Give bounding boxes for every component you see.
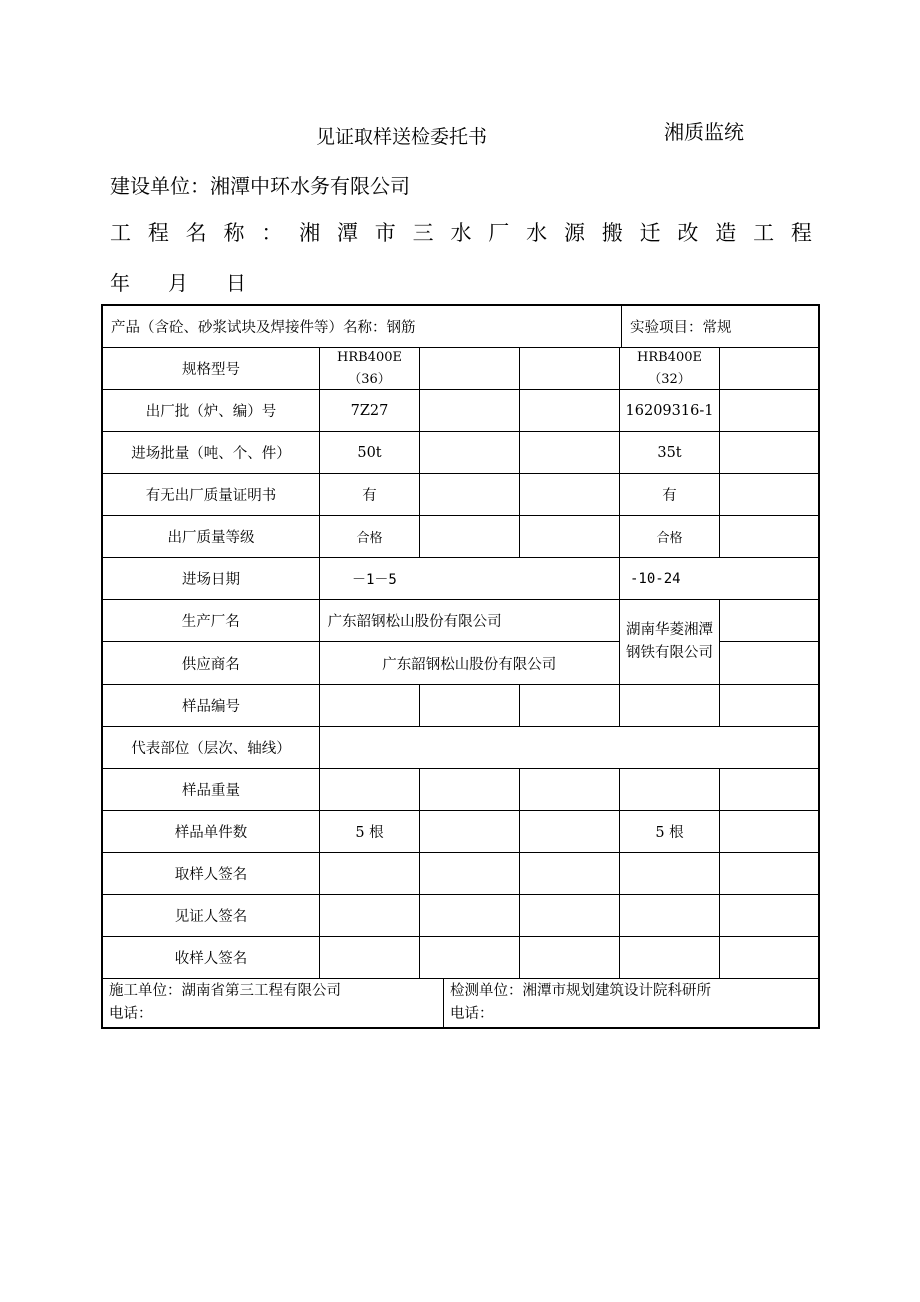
project-char: 改 xyxy=(677,221,699,245)
witness-row xyxy=(103,895,818,937)
project-char: 程 xyxy=(147,221,169,245)
grade-b: 合格 xyxy=(620,516,720,557)
project-char: 工 xyxy=(753,221,775,245)
spec-c3[interactable] xyxy=(520,348,620,389)
grade-row xyxy=(103,516,818,558)
sample-no-row xyxy=(103,685,818,727)
quantity-row xyxy=(103,432,818,474)
weight-label: 样品重量 xyxy=(103,769,320,810)
project-char: 源 xyxy=(563,221,585,245)
testing-unit: 检测单位：湘潭市规划建筑设计院科研所 xyxy=(450,983,712,999)
footer-row xyxy=(103,979,818,1027)
spec-b xyxy=(620,348,720,389)
sample-no-c3[interactable] xyxy=(520,685,620,726)
certificate-a: 有 xyxy=(320,474,420,515)
receiver-c3[interactable] xyxy=(520,937,620,978)
batch-a: 7Z27 xyxy=(320,390,420,431)
project-char: 潭 xyxy=(336,221,358,245)
grade-c3[interactable] xyxy=(520,516,620,557)
pieces-a: 5 根 xyxy=(320,811,420,852)
witness-c1[interactable] xyxy=(320,895,420,936)
receiver-c5[interactable] xyxy=(720,937,818,978)
project-char: 程 xyxy=(790,221,812,245)
grade-a: 合格 xyxy=(320,516,420,557)
construction-unit: 施工单位：湖南省第三工程有限公司 xyxy=(109,983,341,999)
sample-no-c5[interactable] xyxy=(720,685,818,726)
batch-row xyxy=(103,390,818,432)
spec-b-grade: HRB400E xyxy=(637,349,702,365)
entry-date-label: 进场日期 xyxy=(103,558,320,599)
quantity-b: 35t xyxy=(620,432,720,473)
pieces-label: 样品单件数 xyxy=(103,811,320,852)
pieces-b: 5 根 xyxy=(620,811,720,852)
quantity-c5[interactable] xyxy=(720,432,818,473)
manufacturer-label: 生产厂名 xyxy=(103,600,320,641)
certificate-label: 有无出厂质量证明书 xyxy=(103,474,320,515)
certificate-c5[interactable] xyxy=(720,474,818,515)
witness-c3[interactable] xyxy=(520,895,620,936)
project-char: 湘 xyxy=(299,221,321,245)
project-char: ： xyxy=(261,221,283,245)
client-name: 湘潭中环水务有限公司 xyxy=(210,174,410,198)
project-char: 三 xyxy=(412,221,434,245)
witness-c5[interactable] xyxy=(720,895,818,936)
maker-supplier-left xyxy=(103,600,620,684)
sampler-c2[interactable] xyxy=(420,853,520,894)
quantity-c3[interactable] xyxy=(520,432,620,473)
spec-a xyxy=(320,348,420,389)
sampler-row xyxy=(103,853,818,895)
date-char: 日 xyxy=(226,271,246,295)
weight-c5[interactable] xyxy=(720,769,818,810)
spec-row xyxy=(103,348,818,390)
batch-label: 出厂批（炉、编）号 xyxy=(103,390,320,431)
quantity-label: 进场批量（吨、个、件） xyxy=(103,432,320,473)
certificate-b: 有 xyxy=(620,474,720,515)
pieces-c3[interactable] xyxy=(520,811,620,852)
spec-c2[interactable] xyxy=(420,348,520,389)
project-line xyxy=(110,217,812,247)
supplier-a: 广东韶钢松山股份有限公司 xyxy=(382,656,557,673)
manufacturer-b: 湖南华菱湘潭钢铁有限公司 xyxy=(620,600,720,684)
sampler-c3[interactable] xyxy=(520,853,620,894)
pieces-c2[interactable] xyxy=(420,811,520,852)
maker-supplier-c5 xyxy=(720,600,818,684)
supplier-row xyxy=(103,642,619,684)
testing-unit-cell xyxy=(444,979,818,1027)
location-value[interactable] xyxy=(320,727,818,768)
sample-no-c2[interactable] xyxy=(420,685,520,726)
testing-phone: 电话： xyxy=(450,1006,494,1022)
product-name-cell: 产品（含砼、砂浆试块及焊接件等）名称：钢筋 xyxy=(103,306,622,347)
date-char: 月 xyxy=(168,271,188,295)
receiver-c2[interactable] xyxy=(420,937,520,978)
grade-label: 出厂质量等级 xyxy=(103,516,320,557)
batch-c5[interactable] xyxy=(720,390,818,431)
spec-a-grade: HRB400E xyxy=(337,349,402,365)
sample-no-label: 样品编号 xyxy=(103,685,320,726)
entry-date-row xyxy=(103,558,818,600)
spec-label: 规格型号 xyxy=(103,348,320,389)
date-line xyxy=(110,267,246,296)
document-code: 湘质监统 xyxy=(664,120,744,144)
witness-c4[interactable] xyxy=(620,895,720,936)
weight-row xyxy=(103,769,818,811)
receiver-label: 收样人签名 xyxy=(103,937,320,978)
construction-phone: 电话： xyxy=(109,1006,153,1022)
project-char: 迁 xyxy=(639,221,661,245)
batch-c3[interactable] xyxy=(520,390,620,431)
product-row xyxy=(103,306,818,348)
maker-supplier-right xyxy=(620,600,818,684)
receiver-row xyxy=(103,937,818,979)
commission-form-table xyxy=(101,304,820,1029)
sampler-c4[interactable] xyxy=(620,853,720,894)
certificate-c3[interactable] xyxy=(520,474,620,515)
sample-no-c1[interactable] xyxy=(320,685,420,726)
construction-unit-cell xyxy=(103,979,444,1027)
manufacturer-row xyxy=(103,600,619,642)
date-char: 年 xyxy=(110,271,130,295)
manufacturer-a: 广东韶钢松山股份有限公司 xyxy=(327,614,502,630)
weight-c3[interactable] xyxy=(520,769,620,810)
document-title: 见证取样送检委托书 xyxy=(316,126,488,148)
entry-date-a: －1－5 xyxy=(320,558,620,599)
project-char: 水 xyxy=(450,221,472,245)
client-line xyxy=(110,170,410,199)
project-char: 厂 xyxy=(488,221,510,245)
client-label: 建设单位： xyxy=(110,174,210,198)
receiver-c4[interactable] xyxy=(620,937,720,978)
certificate-c2[interactable] xyxy=(420,474,520,515)
spec-c5[interactable] xyxy=(720,348,818,389)
sampler-label: 取样人签名 xyxy=(103,853,320,894)
project-char: 搬 xyxy=(601,221,623,245)
project-char: 工 xyxy=(110,221,131,245)
test-item-cell: 实验项目：常规 xyxy=(630,320,732,336)
supplier-c5[interactable] xyxy=(720,642,818,684)
spec-b-size: （32） xyxy=(648,371,691,387)
location-label: 代表部位（层次、轴线） xyxy=(103,727,320,768)
weight-c2[interactable] xyxy=(420,769,520,810)
pieces-c5[interactable] xyxy=(720,811,818,852)
quantity-c2[interactable] xyxy=(420,432,520,473)
weight-c1[interactable] xyxy=(320,769,420,810)
supplier-label: 供应商名 xyxy=(103,642,320,684)
maker-supplier-block xyxy=(103,600,818,685)
certificate-row xyxy=(103,474,818,516)
quantity-a: 50t xyxy=(320,432,420,473)
project-char: 名 xyxy=(185,221,207,245)
sampler-c5[interactable] xyxy=(720,853,818,894)
spec-a-size: （36） xyxy=(348,371,391,387)
project-char: 水 xyxy=(526,221,548,245)
batch-c2[interactable] xyxy=(420,390,520,431)
witness-label: 见证人签名 xyxy=(103,895,320,936)
witness-c2[interactable] xyxy=(420,895,520,936)
sample-no-c4[interactable] xyxy=(620,685,720,726)
grade-c2[interactable] xyxy=(420,516,520,557)
receiver-c1[interactable] xyxy=(320,937,420,978)
sampler-c1[interactable] xyxy=(320,853,420,894)
entry-date-b: -10-24 xyxy=(630,570,681,587)
manufacturer-c5[interactable] xyxy=(720,600,818,642)
project-char: 称 xyxy=(223,221,245,245)
pieces-row xyxy=(103,811,818,853)
project-char: 市 xyxy=(374,221,396,245)
grade-c5[interactable] xyxy=(720,516,818,557)
location-row xyxy=(103,727,818,769)
batch-b: 16209316-1 xyxy=(620,390,720,431)
project-char: 造 xyxy=(715,221,737,245)
weight-c4[interactable] xyxy=(620,769,720,810)
